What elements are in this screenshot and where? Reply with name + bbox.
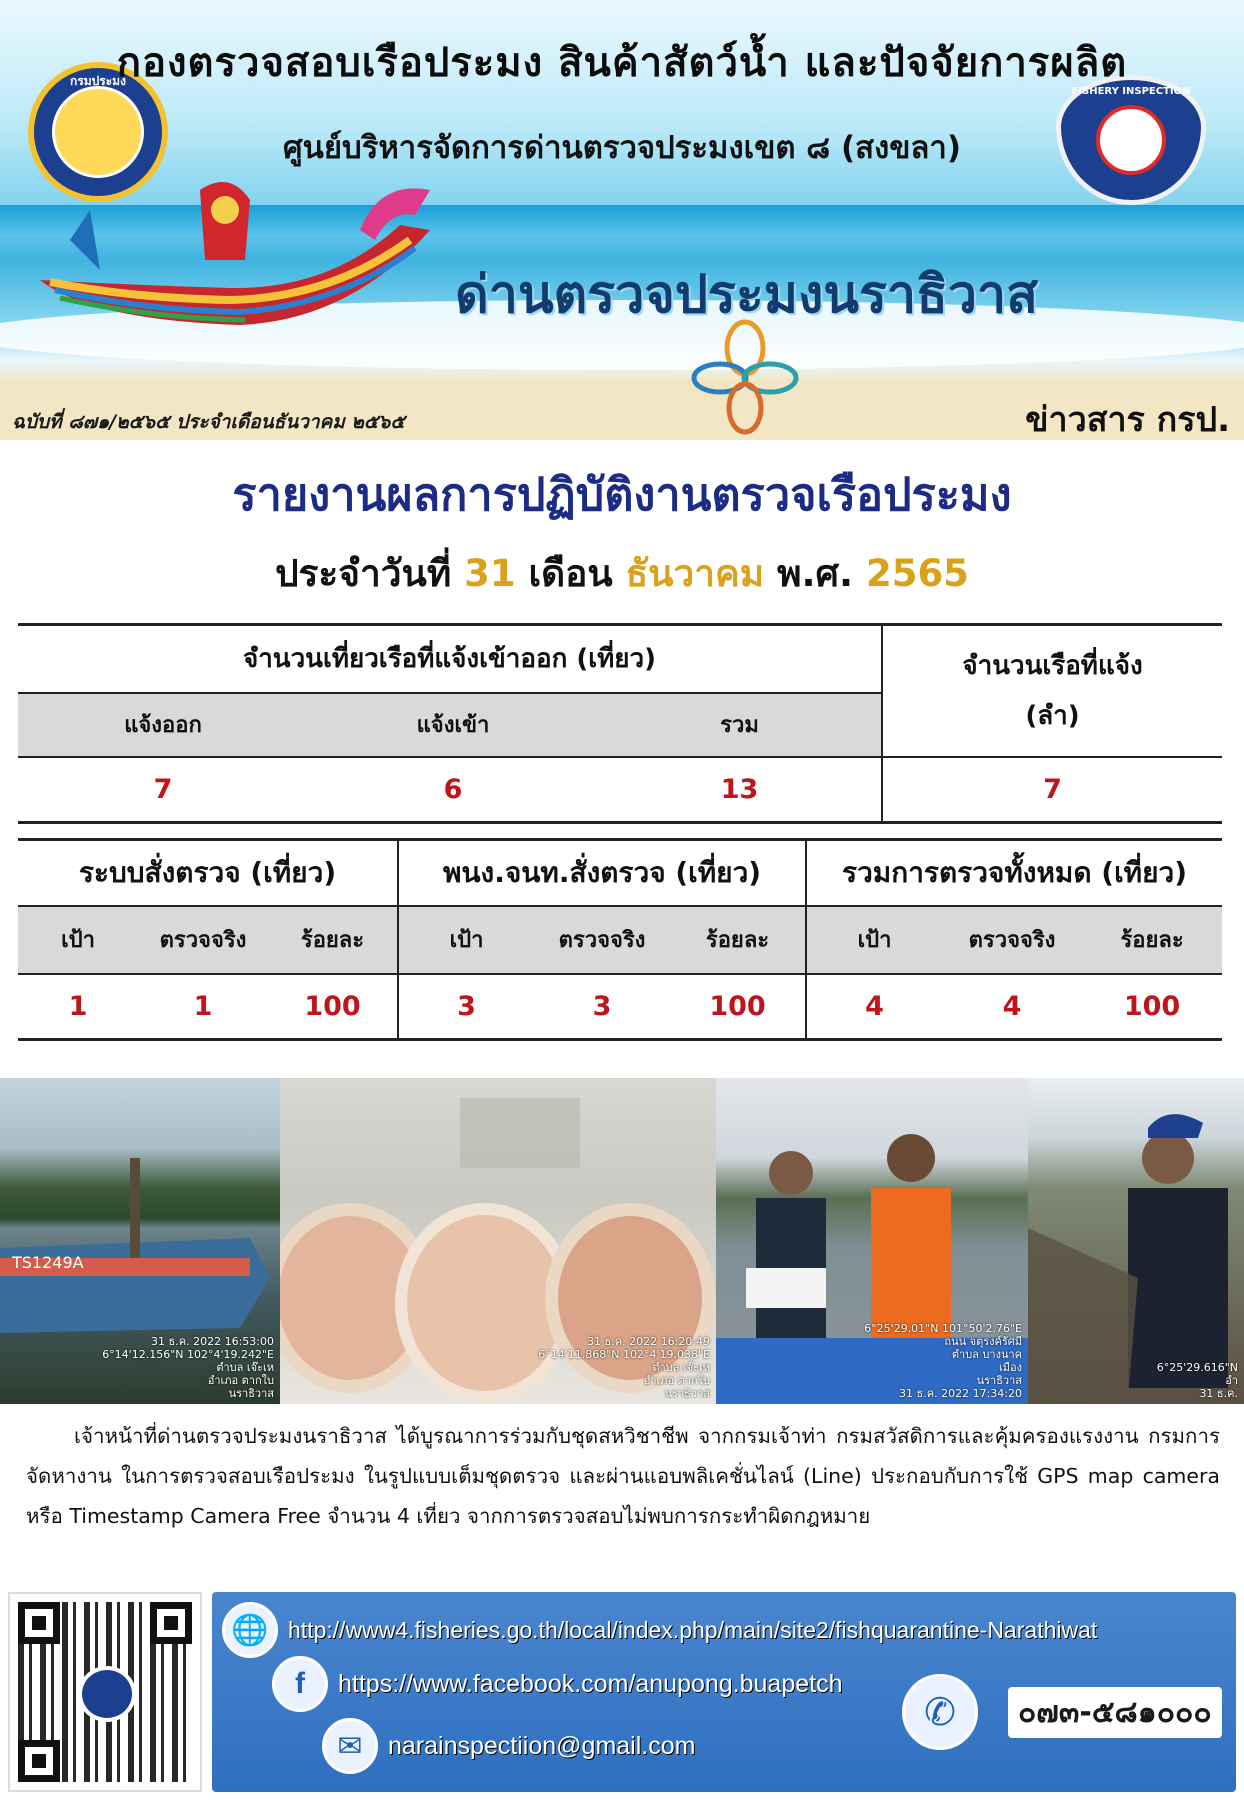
col-actual: ตรวจจริง	[138, 906, 268, 974]
photo-timestamp: 31 ธ.ค. 2022 16:20:49 6°14'11.868"N 102°4'19.038"E ตำบล เจ๊ะเห อำเภอ ตากใบ นราธิวาส	[538, 1335, 710, 1400]
col-target: เป้า	[18, 906, 138, 974]
website-row[interactable]	[222, 1602, 1097, 1658]
col-percent: ร้อยละ	[670, 906, 806, 974]
col-arrive: แจ้งเข้า	[308, 693, 598, 757]
news-label: ข่าวสาร กรป.	[1025, 400, 1230, 440]
value-boats: 7	[882, 757, 1222, 823]
report-year: 2565	[865, 552, 969, 595]
photo-timestamp: 6°25'29.616"N อำ 31 ธ.ค.	[1156, 1361, 1238, 1400]
col-percent: ร้อยละ	[1082, 906, 1222, 974]
col-total: รวม	[598, 693, 882, 757]
phone-number[interactable]: ๐๗๓-๕๘๑๐๐๐	[1008, 1687, 1222, 1738]
header-banner	[0, 0, 1244, 440]
issue-number: ฉบับที่ ๘๗๑/๒๕๖๕ ประจำเดือนธันวาคม ๒๕๖๕	[12, 411, 405, 433]
photo-officers-inspection	[716, 1078, 1028, 1404]
department-logo: กรมประมง	[28, 62, 168, 202]
boats-header: จำนวนเรือที่แจ้ง (ลำ)	[882, 625, 1222, 757]
total-target: 4	[806, 974, 942, 1040]
report-month: ธันวาคม	[625, 552, 765, 595]
phone-row[interactable]	[902, 1674, 1222, 1750]
col-target: เป้า	[398, 906, 534, 974]
group-total-title: รวมการตรวจทั้งหมด (เที่ยว)	[806, 840, 1222, 906]
facebook-row[interactable]	[272, 1656, 843, 1712]
value-depart: 7	[18, 757, 308, 823]
boat-registration-label: TS1249A	[12, 1253, 84, 1272]
fishery-inspection-logo: FISHERY INSPECTION	[1056, 75, 1206, 205]
email-link[interactable]: narainspectiion@gmail.com	[388, 1731, 696, 1760]
facebook-link[interactable]: https://www.facebook.com/anupong.buapetch	[338, 1669, 843, 1698]
col-percent: ร้อยละ	[268, 906, 398, 974]
globe-icon: 🌐	[222, 1602, 278, 1658]
report-paragraph: เจ้าหน้าที่ด่านตรวจประมงนราธิวาส ได้บูรณาการร่วมกับชุดสหวิชาชีพ จากกรมเจ้าท่า กรมสวัสดิการและคุ้มครองแรงงาน กรมการจัดหางาน ในการตรวจสอบเรือประมง ในรูปแบบเต็มชุดตรวจ และผ่านแอบพลิเคชั่นไลน์ (Line) ประกอบกับการใช้ GPS map camera หรือ Timestamp Camera Free จำนวน 4 เที่ยว จากการตรวจสอบไม่พบการกระทำผิดกฎหมาย	[26, 1424, 1220, 1528]
qr-logo-icon	[78, 1666, 136, 1722]
system-target: 1	[18, 974, 138, 1040]
report-title: รายงานผลการปฏิบัติงานตรวจเรือประมง	[232, 468, 1012, 521]
officer-actual: 3	[534, 974, 670, 1040]
photo-fishing-boat	[0, 1078, 280, 1404]
officer-percent: 100	[670, 974, 806, 1040]
total-percent: 100	[1082, 974, 1222, 1040]
system-actual: 1	[138, 974, 268, 1040]
photo-timestamp: 31 ธ.ค. 2022 16:53:00 6°14'12.156"N 102°4'19.242"E ตำบล เจ๊ะเห อำเภอ ตากใบ นราธิวาส	[102, 1335, 274, 1400]
station-title: ด่านตรวจประมงนราธิวาส	[455, 265, 1038, 325]
kolae-boat-illustration	[30, 170, 440, 345]
system-percent: 100	[268, 974, 398, 1040]
email-icon: ✉	[322, 1718, 378, 1774]
report-date: ประจำวันที่ 31 เดือน ธันวาคม พ.ศ. 2565	[275, 552, 969, 595]
photo-shrimp-catch	[280, 1078, 716, 1404]
value-total: 13	[598, 757, 882, 823]
officer-target: 3	[398, 974, 534, 1040]
phone-icon: ✆	[902, 1674, 978, 1750]
email-row[interactable]	[322, 1718, 695, 1774]
group-system-title: ระบบสั่งตรวจ (เที่ยว)	[18, 840, 398, 906]
group-officer-title: พนง.จนท.สั่งตรวจ (เที่ยว)	[398, 840, 806, 906]
inspection-table	[18, 838, 1222, 1041]
total-actual: 4	[942, 974, 1082, 1040]
center-title: ศูนย์บริหารจัดการด่านตรวจประมงเขต ๘ (สงขลา)	[282, 130, 962, 166]
facebook-icon: f	[272, 1656, 328, 1712]
photo-strip	[0, 1078, 1244, 1404]
trips-header: จำนวนเที่ยวเรือที่แจ้งเข้าออก (เที่ยว)	[18, 625, 882, 693]
contact-footer	[212, 1592, 1236, 1792]
col-actual: ตรวจจริง	[942, 906, 1082, 974]
knot-symbol-icon	[690, 318, 800, 438]
photo-net-inspection	[1028, 1078, 1244, 1404]
col-depart: แจ้งออก	[18, 693, 308, 757]
trips-table	[18, 623, 1222, 824]
photo-timestamp: 6°25'29.01"N 101°50'2.76"E ถนน จตุรงค์รัศมี ตำบล บางนาค เมือง นราธิวาส 31 ธ.ค. 2022 17:34:20	[864, 1322, 1022, 1400]
website-link[interactable]: http://www4.fisheries.go.th/local/index.php/main/site2/fishquarantine-Narathiwat	[288, 1616, 1098, 1643]
qr-code[interactable]	[8, 1592, 202, 1792]
value-arrive: 6	[308, 757, 598, 823]
org-title: กองตรวจสอบเรือประมง สินค้าสัตว์น้ำ และปัจจัยการผลิต	[116, 40, 1128, 86]
col-actual: ตรวจจริง	[534, 906, 670, 974]
report-day: 31	[464, 552, 516, 595]
col-target: เป้า	[806, 906, 942, 974]
